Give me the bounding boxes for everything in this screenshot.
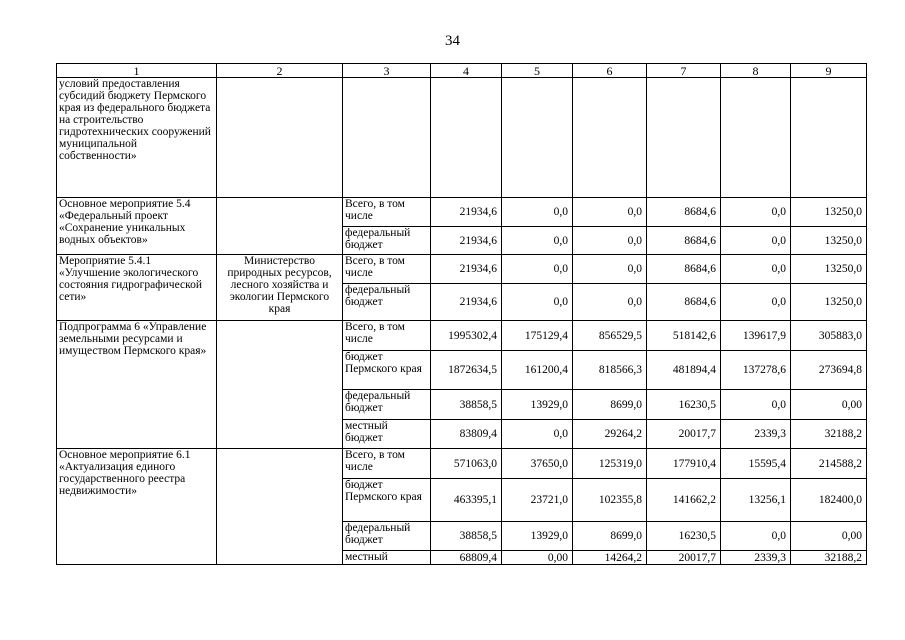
header-cell: 3: [343, 64, 431, 78]
budget-table: [56, 63, 867, 565]
amount-cell: 8699,0: [573, 390, 647, 420]
amount-cell: 518142,6: [647, 321, 721, 351]
amount-cell: 21934,6: [431, 198, 502, 227]
amount-cell: 137278,6: [721, 351, 791, 390]
amount-cell: 0,0: [502, 255, 573, 284]
amount-cell: 0,0: [573, 255, 647, 284]
amount-cell: [791, 78, 867, 198]
amount-cell: 13250,0: [791, 227, 867, 255]
header-cell: 4: [431, 64, 502, 78]
page-number: 34: [445, 33, 460, 49]
amount-cell: 182400,0: [791, 479, 867, 522]
executor-cell: [217, 198, 343, 255]
amount-cell: 0,0: [502, 420, 573, 449]
header-cell: 2: [217, 64, 343, 78]
amount-cell: 481894,4: [647, 351, 721, 390]
funding-source-cell: бюджет Пермского края: [343, 479, 431, 522]
funding-source-cell: федеральный бюджет: [343, 522, 431, 551]
amount-cell: 13250,0: [791, 255, 867, 284]
amount-cell: 177910,4: [647, 449, 721, 479]
amount-cell: 102355,8: [573, 479, 647, 522]
table-row: [57, 78, 867, 198]
funding-source-cell: бюджет Пермского края: [343, 351, 431, 390]
amount-cell: 0,0: [573, 284, 647, 321]
header-row: [57, 64, 867, 78]
amount-cell: 1995302,4: [431, 321, 502, 351]
funding-source-cell: федеральный бюджет: [343, 284, 431, 321]
amount-cell: 125319,0: [573, 449, 647, 479]
funding-source-cell: [343, 78, 431, 198]
amount-cell: 68809,4: [431, 551, 502, 565]
amount-cell: 15595,4: [721, 449, 791, 479]
amount-cell: 0,0: [721, 390, 791, 420]
amount-cell: 29264,2: [573, 420, 647, 449]
program-name-cell: Подпрограмма 6 «Управление земельными ресурсами и имуществом Пермского края»: [57, 321, 217, 449]
amount-cell: 0,0: [721, 284, 791, 321]
amount-cell: 20017,7: [647, 420, 721, 449]
funding-source-cell: Всего, в том числе: [343, 255, 431, 284]
amount-cell: 38858,5: [431, 390, 502, 420]
amount-cell: 141662,2: [647, 479, 721, 522]
amount-cell: 139617,9: [721, 321, 791, 351]
amount-cell: 20017,7: [647, 551, 721, 565]
amount-cell: 16230,5: [647, 522, 721, 551]
amount-cell: [431, 78, 502, 198]
amount-cell: 0,0: [573, 227, 647, 255]
amount-cell: 21934,6: [431, 284, 502, 321]
program-name-cell: Основное мероприятие 6.1 «Актуализация единого государственного реестра недвижимости»: [57, 449, 217, 565]
funding-source-cell: местный бюджет: [343, 420, 431, 449]
header-cell: 5: [502, 64, 573, 78]
header-cell: 1: [57, 64, 217, 78]
amount-cell: 175129,4: [502, 321, 573, 351]
header-cell: 7: [647, 64, 721, 78]
funding-source-cell: Всего, в том числе: [343, 321, 431, 351]
amount-cell: 13250,0: [791, 198, 867, 227]
amount-cell: 8684,6: [647, 284, 721, 321]
amount-cell: 305883,0: [791, 321, 867, 351]
table-body: [57, 64, 867, 565]
amount-cell: 21934,6: [431, 255, 502, 284]
amount-cell: 0,00: [502, 551, 573, 565]
amount-cell: 32188,2: [791, 420, 867, 449]
amount-cell: 0,00: [791, 522, 867, 551]
amount-cell: 273694,8: [791, 351, 867, 390]
amount-cell: 2339,3: [721, 420, 791, 449]
amount-cell: 463395,1: [431, 479, 502, 522]
amount-cell: 0,0: [721, 227, 791, 255]
amount-cell: 571063,0: [431, 449, 502, 479]
amount-cell: [647, 78, 721, 198]
executor-cell: [217, 449, 343, 565]
funding-source-cell: федеральный бюджет: [343, 227, 431, 255]
program-name-cell: Мероприятие 5.4.1 «Улучшение экологического состояния гидрографической сети»: [57, 255, 217, 321]
amount-cell: 13929,0: [502, 522, 573, 551]
amount-cell: [721, 78, 791, 198]
amount-cell: 0,0: [721, 522, 791, 551]
executor-cell: [217, 321, 343, 449]
amount-cell: [502, 78, 573, 198]
table-row: [57, 198, 867, 227]
amount-cell: 13929,0: [502, 390, 573, 420]
amount-cell: 83809,4: [431, 420, 502, 449]
amount-cell: 32188,2: [791, 551, 867, 565]
amount-cell: 38858,5: [431, 522, 502, 551]
amount-cell: 0,0: [721, 255, 791, 284]
funding-source-cell: Всего, в том числе: [343, 198, 431, 227]
amount-cell: 214588,2: [791, 449, 867, 479]
amount-cell: 1872634,5: [431, 351, 502, 390]
amount-cell: 16230,5: [647, 390, 721, 420]
program-name-cell: Основное мероприятие 5.4 «Федеральный проект «Сохранение уникальных водных объектов»: [57, 198, 217, 255]
amount-cell: 23721,0: [502, 479, 573, 522]
amount-cell: 0,00: [791, 390, 867, 420]
amount-cell: 0,0: [502, 198, 573, 227]
funding-source-cell: федеральный бюджет: [343, 390, 431, 420]
amount-cell: 2339,3: [721, 551, 791, 565]
amount-cell: 0,0: [573, 198, 647, 227]
executor-cell: Министерство природных ресурсов, лесного хозяйства и экологии Пермского края: [217, 255, 343, 321]
amount-cell: 13256,1: [721, 479, 791, 522]
program-name-cell: условий предоставления субсидий бюджету Пермского края из федерального бюджета на строительство гидротехнических сооружений муниципальной собственности»: [57, 78, 217, 198]
amount-cell: 37650,0: [502, 449, 573, 479]
amount-cell: 0,0: [502, 227, 573, 255]
table-row: [57, 255, 867, 284]
funding-source-cell: местный: [343, 551, 431, 565]
executor-cell: [217, 78, 343, 198]
header-cell: 9: [791, 64, 867, 78]
funding-source-cell: Всего, в том числе: [343, 449, 431, 479]
amount-cell: 161200,4: [502, 351, 573, 390]
table-row: [57, 321, 867, 351]
header-cell: 8: [721, 64, 791, 78]
amount-cell: 0,0: [721, 198, 791, 227]
amount-cell: 13250,0: [791, 284, 867, 321]
amount-cell: 8699,0: [573, 522, 647, 551]
amount-cell: 8684,6: [647, 227, 721, 255]
amount-cell: 818566,3: [573, 351, 647, 390]
header-cell: 6: [573, 64, 647, 78]
amount-cell: 8684,6: [647, 198, 721, 227]
amount-cell: 8684,6: [647, 255, 721, 284]
table-row: [57, 449, 867, 479]
amount-cell: [573, 78, 647, 198]
amount-cell: 14264,2: [573, 551, 647, 565]
amount-cell: 21934,6: [431, 227, 502, 255]
amount-cell: 0,0: [502, 284, 573, 321]
amount-cell: 856529,5: [573, 321, 647, 351]
